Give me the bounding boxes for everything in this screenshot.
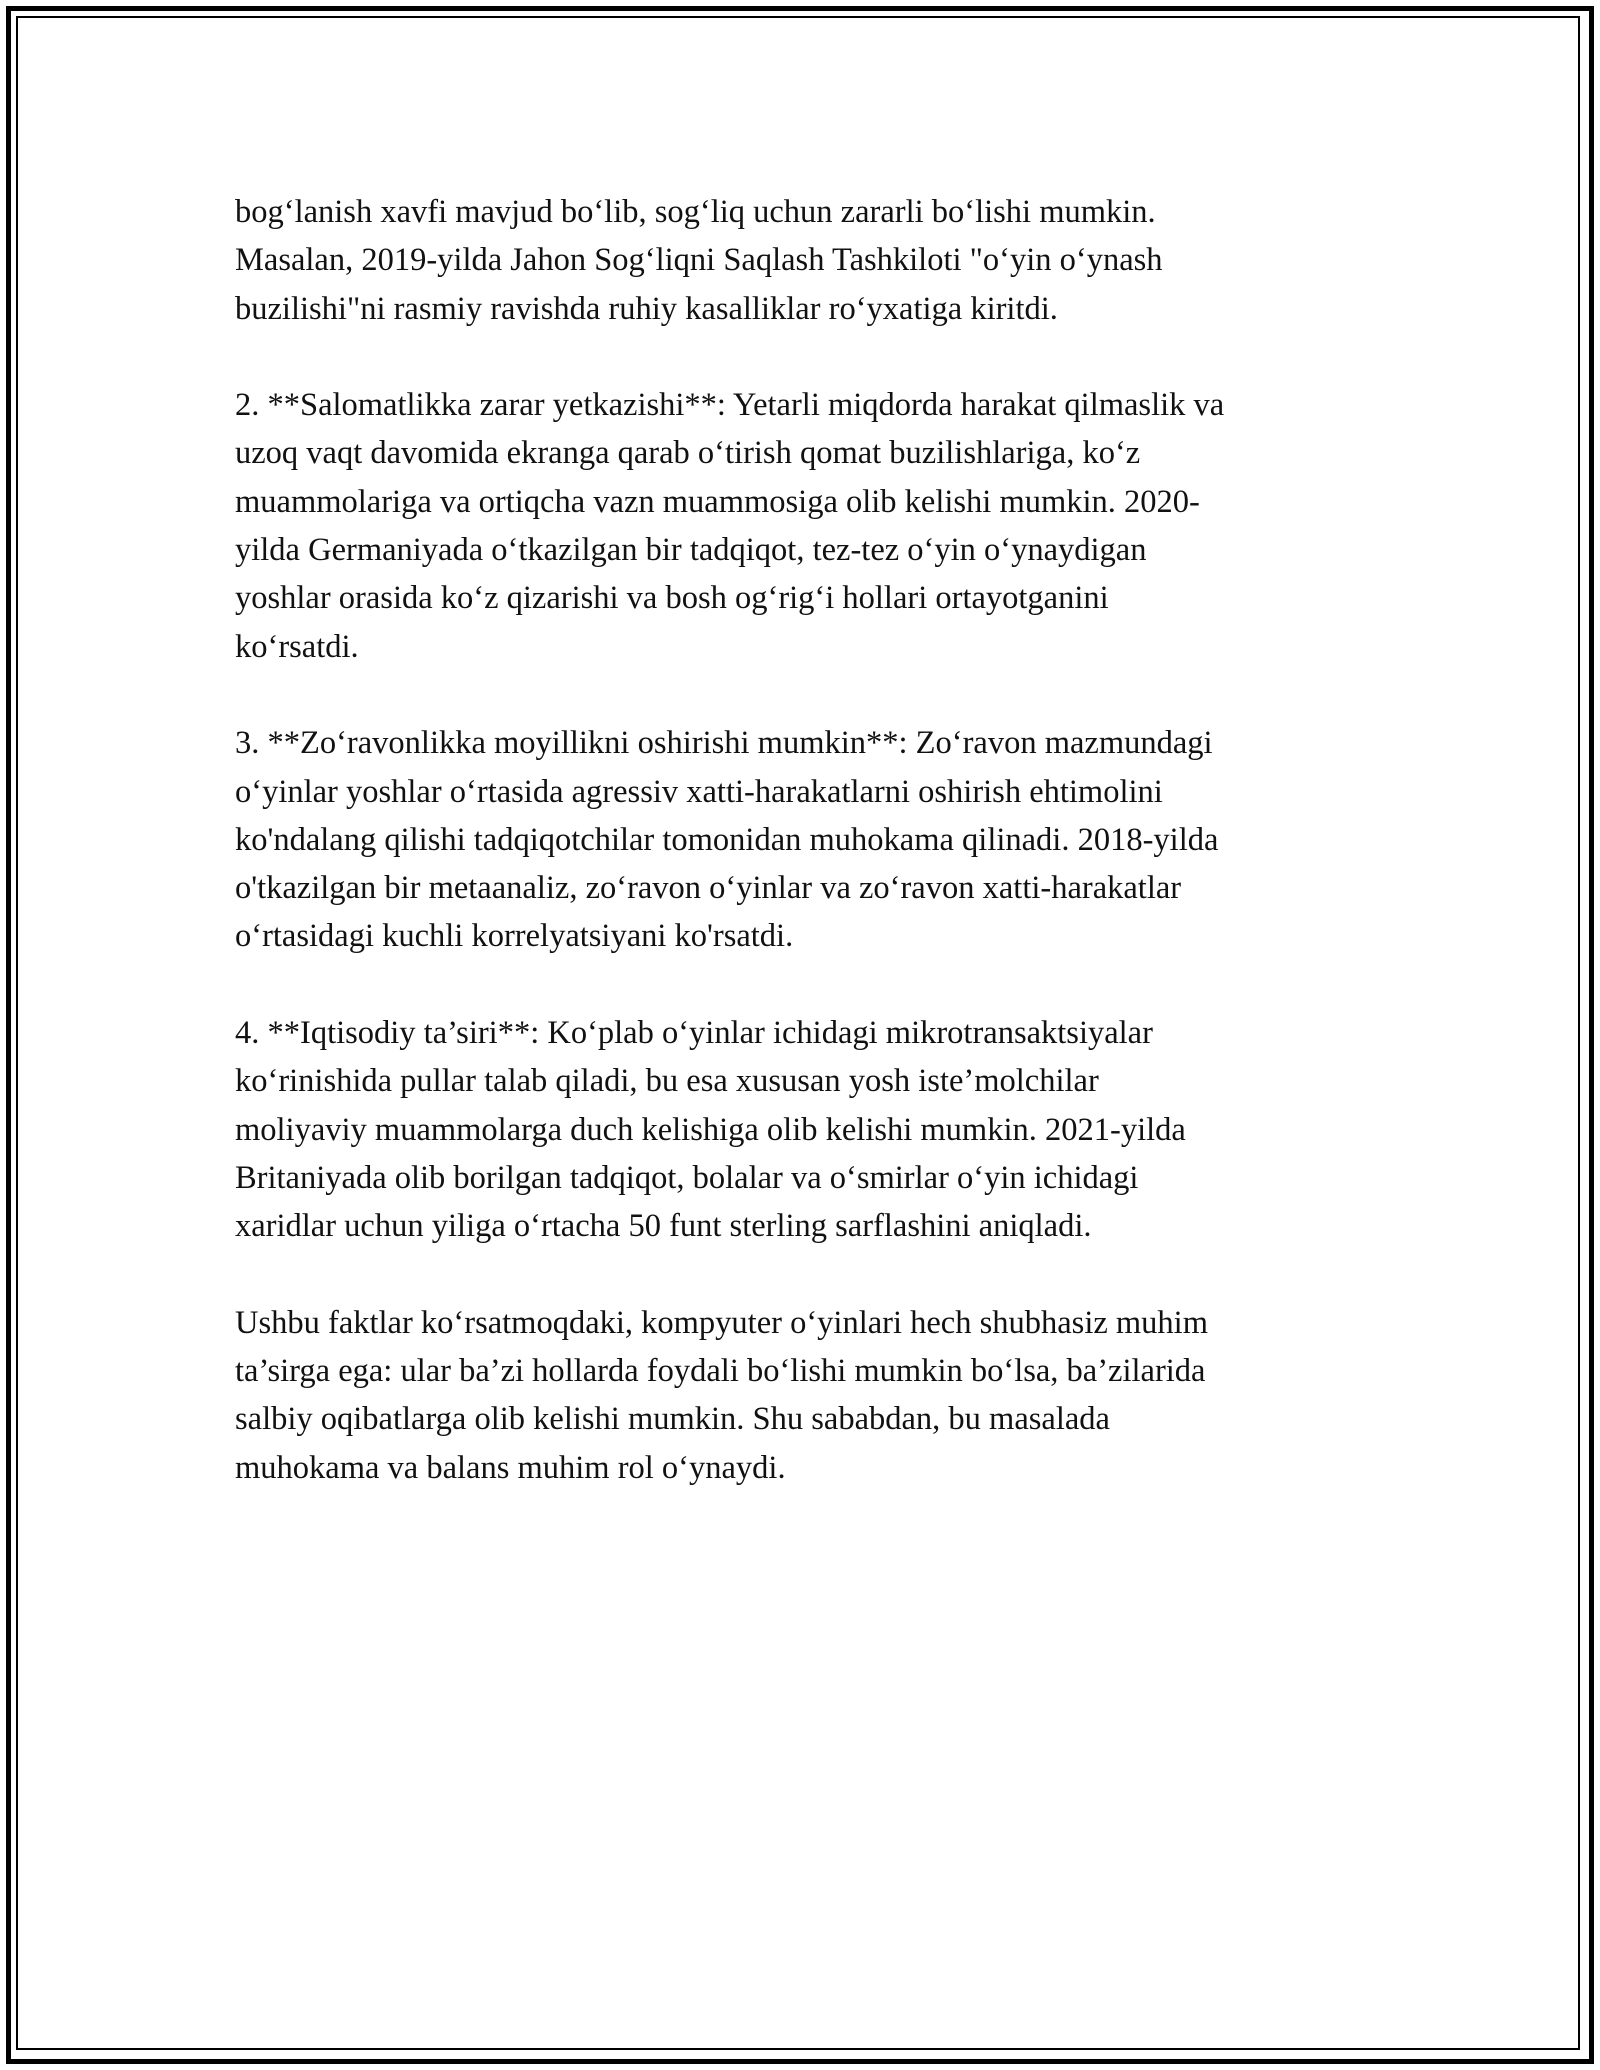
paragraph-health-harm: [235, 381, 1375, 671]
text-line: Masalan, 2019-yilda Jahon Sog‘liqni Saqlash Tashkiloti "o‘yin o‘ynash: [235, 242, 1163, 279]
text-line: xaridlar uchun yiliga o‘rtacha 50 funt sterling sarflashini aniqladi.: [235, 1208, 1092, 1245]
paragraph-violence: [235, 719, 1375, 960]
text-line: o'tkazilgan bir metaanaliz, zo‘ravon o‘yinlar va zo‘ravon xatti-harakatlar: [235, 870, 1182, 907]
text-line: ta’sirga ega: ular ba’zi hollarda foydali bo‘lishi mumkin bo‘lsa, ba’zilarida: [235, 1353, 1206, 1390]
paragraph-economic-impact: [235, 1009, 1375, 1250]
text-line: buzilishi"ni rasmiy ravishda ruhiy kasalliklar ro‘yxatiga kiritdi.: [235, 290, 1058, 327]
text-line: 3. **Zo‘ravonlikka moyillikni oshirishi mumkin**: Zo‘ravon mazmundagi: [235, 725, 1213, 762]
text-line: yilda Germaniyada o‘tkazilgan bir tadqiqot, tez-tez o‘yin o‘ynaydigan: [235, 532, 1147, 569]
text-line: yoshlar orasida ko‘z qizarishi va bosh og‘rig‘i hollari ortayotganini: [235, 580, 1109, 617]
text-line: Britaniyada olib borilgan tadqiqot, bolalar va o‘smirlar o‘yin ichidagi: [235, 1159, 1139, 1196]
text-line: ko‘rinishida pullar talab qiladi, bu esa xususan yosh iste’molchilar: [235, 1063, 1099, 1100]
text-line: salbiy oqibatlarga olib kelishi mumkin. Shu sababdan, bu masalada: [235, 1401, 1110, 1438]
text-line: 4. **Iqtisodiy ta’siri**: Ko‘plab o‘yinlar ichidagi mikrotransaktsiyalar: [235, 1015, 1153, 1052]
text-line: ko'ndalang qilishi tadqiqotchilar tomonidan muhokama qilinadi. 2018-yilda: [235, 821, 1219, 858]
document-body: [235, 188, 1375, 1540]
text-line: muhokama va balans muhim rol o‘ynaydi.: [235, 1449, 786, 1486]
text-line: ko‘rsatdi.: [235, 628, 359, 665]
text-line: uzoq vaqt davomida ekranga qarab o‘tirish qomat buzilishlariga, ko‘z: [235, 435, 1141, 472]
text-line: Ushbu faktlar ko‘rsatmoqdaki, kompyuter o‘yinlari hech shubhasiz muhim: [235, 1304, 1208, 1341]
text-line: o‘yinlar yoshlar o‘rtasida agressiv xatti-harakatlarni oshirish ehtimolini: [235, 773, 1163, 810]
text-line: moliyaviy muammolarga duch kelishiga olib kelishi mumkin. 2021-yilda: [235, 1111, 1186, 1148]
text-line: 2. **Salomatlikka zarar yetkazishi**: Yetarli miqdorda harakat qilmaslik va: [235, 387, 1225, 424]
text-line: bog‘lanish xavfi mavjud bo‘lib, sog‘liq uchun zararli bo‘lishi mumkin.: [235, 194, 1156, 230]
paragraph-conclusion: [235, 1299, 1375, 1492]
text-line: o‘rtasidagi kuchli korrelyatsiyani ko'rsatdi.: [235, 918, 794, 955]
text-line: muammolariga va ortiqcha vazn muammosiga olib kelishi mumkin. 2020-: [235, 483, 1200, 520]
paragraph-gaming-addiction: [235, 188, 1375, 333]
